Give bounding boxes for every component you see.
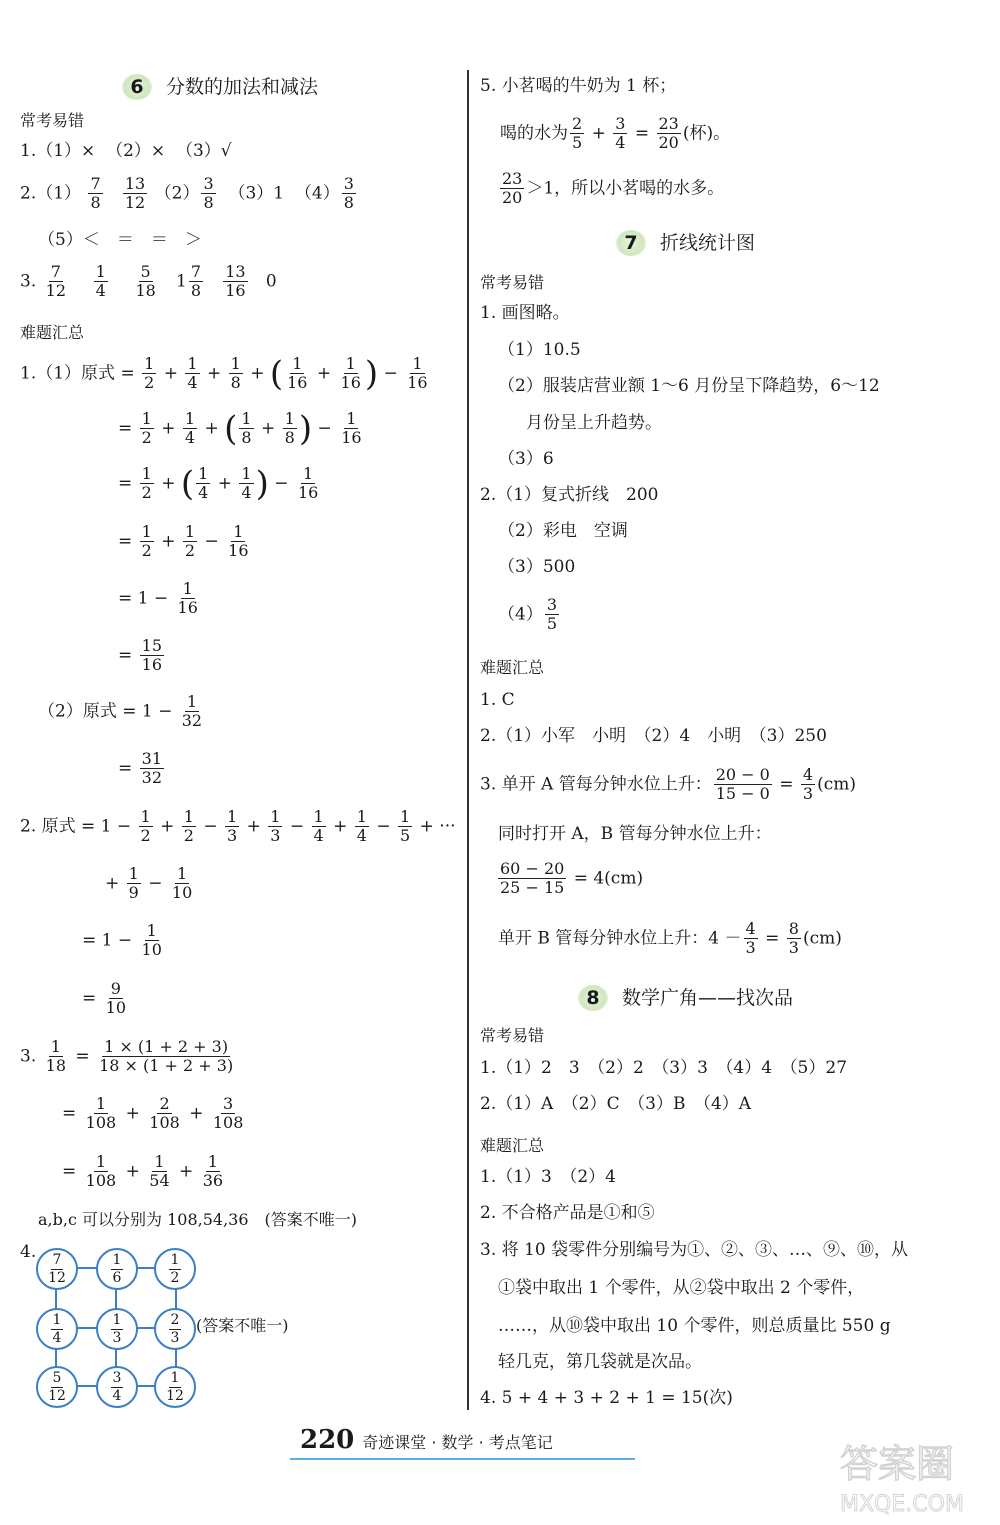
- fraction: 1 4: [52, 1312, 62, 1346]
- section-7-heading: [616, 228, 755, 256]
- note-line: a,b,c 可以分别为 108,54,36 (答案不唯一): [38, 1210, 358, 1229]
- grid-node: [96, 1366, 138, 1408]
- subheading-common-errors: 常考易错: [480, 273, 545, 292]
- answer-line: 3. 将 10 袋零件分别编号为①、②、③、…、⑨、⑩，从: [480, 1240, 909, 1260]
- answer-line: ……，从⑩袋中取出 10 个零件，则总质量比 550 g: [498, 1316, 891, 1336]
- section-number: 8: [578, 985, 608, 1011]
- section-8-heading: [578, 983, 793, 1011]
- grid-node: [96, 1308, 138, 1350]
- book-title: 奇迹课堂 · 数学 · 考点笔记: [362, 1433, 553, 1452]
- svg-text:MXQE.COM: MXQE.COM: [840, 1492, 964, 1517]
- question-number: 4.: [20, 1242, 37, 1262]
- fraction: 5 12: [48, 1370, 66, 1404]
- answer-line: （2）服装店营业额 1～6 月份呈下降趋势，6～12: [498, 376, 880, 396]
- grid-node: [96, 1248, 138, 1290]
- answer-line: 2.（1）复式折线 200: [480, 485, 659, 505]
- equation-line: 喝的水为 $\frac{2}{5}$ + $\frac{3}{4}$ = $\frac{23}{20}$ (杯)。: [500, 114, 731, 153]
- answer-line: ①袋中取出 1 个零件，从②袋中取出 2 个零件，: [498, 1278, 865, 1298]
- subheading-common-errors: 常考易错: [480, 1026, 545, 1045]
- answer-line: 5. 小茗喝的牛奶为 1 杯；: [480, 76, 677, 96]
- answer-line: 同时打开 A，B 管每分钟水位上升：: [498, 824, 772, 844]
- answer-line: （4） $\frac{3}{5}$: [498, 595, 558, 634]
- grid-node: [154, 1308, 196, 1350]
- answer-line: （1）10.5: [498, 340, 581, 360]
- section-title: 折线统计图: [660, 232, 756, 254]
- answer-line: （3）500: [498, 557, 576, 577]
- equation-line: 单开 B 管每分钟水位上升：4 － $\frac{4}{3}$ = $\frac{8}{3}$ (cm): [498, 919, 842, 958]
- answer-line: 4. 5 + 4 + 3 + 2 + 1 = 15(次): [480, 1388, 733, 1408]
- section-title: 分数的加法和减法: [166, 76, 319, 98]
- page-number: 220: [300, 1425, 355, 1455]
- section-number: 7: [616, 230, 646, 256]
- answer-line: （3）6: [498, 449, 554, 469]
- equation-line: 2. 原式 = 1 − $\frac{1}{2}$ + $\frac{1}{2}$ − $\frac{1}{3}$ + $\frac{1}{3}$ − $\frac{1}{4}$ + $\frac{1}{4}$ − $\frac{1}{5}$ + ···: [20, 807, 456, 846]
- section-title: 数学广角——找次品: [622, 987, 794, 1009]
- grid-node: [36, 1366, 78, 1408]
- fraction: 7 12: [48, 1252, 66, 1286]
- section-number: 6: [122, 74, 152, 100]
- answer-line: 1. 画图略。: [480, 303, 570, 323]
- fraction: $\frac{3}{8}$: [203, 174, 214, 213]
- equation-line: 1.（1）原式 = $\frac{1}{2}$ + $\frac{1}{4}$ + $\frac{1}{8}$ + ( $\frac{1}{16}$ + $\frac{1}{16}$ ) − $\frac{1}{16}$: [20, 353, 428, 394]
- equation-line: = $\frac{1}{108}$ + $\frac{2}{108}$ + $\frac{3}{108}$: [62, 1094, 244, 1133]
- grid-node: [154, 1366, 196, 1408]
- equation-line: = $\frac{9}{10}$: [82, 979, 127, 1018]
- fraction: 3 4: [112, 1370, 122, 1404]
- answer-line: 1.（1）× （2）× （3）√: [20, 141, 232, 161]
- subheading-hard-questions: 难题汇总: [20, 323, 85, 342]
- answer-line: （5）＜ ＝ ＝ ＞: [38, 230, 202, 250]
- answer-line: 1.（1）2 3 （2）2 （3）3 （4）4 （5）27: [480, 1058, 848, 1078]
- fraction: 1 2: [170, 1252, 180, 1286]
- fraction: 2 3: [170, 1312, 180, 1346]
- equation-line: = $\frac{1}{2}$ + $\frac{1}{2}$ − $\frac{1}{16}$: [118, 522, 249, 561]
- subheading-hard-questions: 难题汇总: [480, 658, 545, 677]
- column-divider: [467, 70, 469, 1410]
- equation-line: 3. $\frac{1}{18}$ = $\frac{1 \times (1 + 2 + 3)}{18 \times (1 + 2 + 3)}$: [20, 1037, 234, 1076]
- fraction: 1 12: [166, 1370, 184, 1404]
- answer-line: 月份呈上升趋势。: [526, 413, 662, 433]
- grid-node: [36, 1308, 78, 1350]
- note-line: (答案不唯一): [196, 1316, 289, 1335]
- watermark-logo: [830, 1435, 990, 1520]
- subheading-hard-questions: 难题汇总: [480, 1136, 545, 1155]
- fraction: 1 6: [112, 1252, 122, 1286]
- equation-line: （2）原式 = 1 − $\frac{1}{32}$: [38, 692, 203, 731]
- equation-line: = $\frac{1}{108}$ + $\frac{1}{54}$ + $\frac{1}{36}$: [62, 1152, 224, 1191]
- equation-line: $\frac{23}{20}$ ＞1，所以小茗喝的水多。: [502, 169, 725, 208]
- section-6-heading: [122, 72, 318, 100]
- answer-line: 轻几克，第几袋就是次品。: [498, 1352, 702, 1372]
- equation-line: $\frac{60 - 20}{25 - 15}$ = 4(cm): [500, 859, 644, 898]
- answer-line: 1. C: [480, 690, 515, 710]
- footer-rule: [290, 1458, 635, 1460]
- equation-line: + $\frac{1}{9}$ − $\frac{1}{10}$: [105, 864, 193, 903]
- answer-line: 3. $\frac{7}{12}$ $\frac{1}{4}$ $\frac{5}{18}$ 1 $\frac{7}{8}$ $\frac{13}{16}$ 0: [20, 262, 277, 301]
- answer-line: 1.（1）3 （2）4: [480, 1167, 616, 1187]
- grid-node: [154, 1248, 196, 1290]
- grid-node: [36, 1248, 78, 1290]
- answer-line: 2.（1）A （2）C （3）B （4）A: [480, 1094, 752, 1114]
- fraction: $\frac{3}{8}$: [343, 174, 354, 213]
- fraction: 1 3: [112, 1312, 122, 1346]
- equation-line: = $\frac{31}{32}$: [118, 749, 163, 788]
- fraction: $\frac{7}{8}$: [90, 174, 101, 213]
- equation-line: = 1 − $\frac{1}{16}$: [118, 579, 198, 618]
- equation-line: = $\frac{1}{2}$ + $\frac{1}{4}$ + ( $\frac{1}{8}$ + $\frac{1}{8}$ ) − $\frac{1}{16}$: [118, 408, 362, 449]
- equation-line: = $\frac{1}{2}$ + ( $\frac{1}{4}$ + $\frac{1}{4}$ ) − $\frac{1}{16}$: [118, 463, 319, 504]
- fraction: $\frac{13}{12}$: [124, 174, 146, 213]
- fraction-grid: [36, 1248, 196, 1408]
- svg-text:答案圈: 答案圈: [840, 1442, 955, 1486]
- answer-line: 2.（1） $\frac{7}{8}$ $\frac{13}{12}$ （2） $\frac{3}{8}$ （3）1 （4） $\frac{3}{8}$: [20, 174, 354, 213]
- subheading-common-errors: 常考易错: [20, 111, 85, 130]
- answer-line: 2. 不合格产品是①和⑤: [480, 1203, 655, 1223]
- equation-line: = 1 − $\frac{1}{10}$: [82, 921, 162, 960]
- equation-line: = $\frac{15}{16}$: [118, 636, 163, 675]
- answer-line: 2.（1）小军 小明 （2）4 小明 （3）250: [480, 726, 827, 746]
- equation-line: 3. 单开 A 管每分钟水位上升： $\frac{20 - 0}{15 - 0}$ = $\frac{4}{3}$ (cm): [480, 765, 856, 804]
- page-footer: [300, 1425, 553, 1455]
- answer-line: （2）彩电 空调: [498, 521, 628, 541]
